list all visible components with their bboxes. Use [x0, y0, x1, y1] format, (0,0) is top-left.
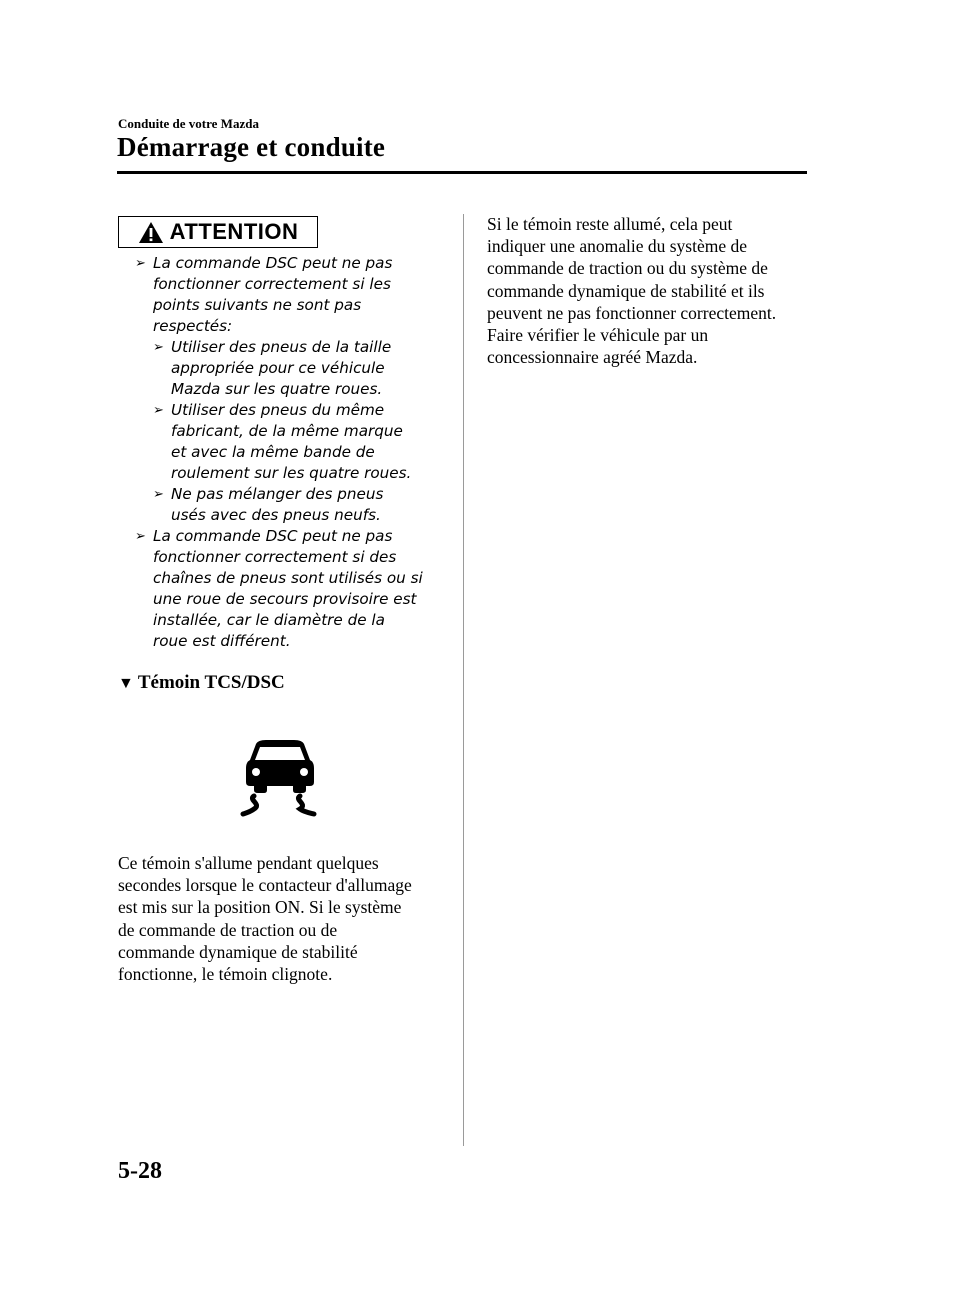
warning-icon — [138, 221, 164, 244]
left-text-line: secondes lorsque le contacteur d'allumage — [118, 875, 412, 896]
left-text-line: de commande de traction ou de — [118, 919, 338, 940]
arrow-bullet-icon: ➢ — [153, 340, 164, 355]
bullet-2-line: roue est différent. — [153, 632, 291, 650]
sub-bullet-3 — [153, 484, 455, 526]
left-body-text — [118, 852, 448, 985]
right-text-line: Si le témoin reste allumé, cela peut — [487, 214, 733, 234]
left-text-line: est mis sur la position ON. Si le système — [118, 897, 402, 918]
bullet-2-line: fonctionner correctement si des — [153, 548, 397, 566]
left-text-line: fonctionne, le témoin clignote. — [118, 964, 333, 985]
arrow-bullet-icon: ➢ — [153, 487, 164, 502]
right-text-line: indiquer une anomalie du système de — [487, 236, 747, 257]
page-number: 5-28 — [118, 1158, 162, 1184]
bullet-1-line: points suivants ne sont pas — [153, 296, 362, 314]
bullet-1-line: La commande DSC peut ne pas — [153, 254, 393, 272]
sub-1-line: Mazda sur les quatre roues. — [171, 380, 383, 398]
right-text-line: commande de traction ou du système de — [487, 258, 768, 279]
attention-bullet-1 — [135, 253, 455, 526]
column-divider — [463, 214, 464, 1146]
sub-1-line: Utiliser des pneus de la taille — [171, 338, 392, 356]
bullet-2-line: chaînes de pneus sont utilisés ou si — [153, 569, 423, 587]
header-section-label: Conduite de votre Mazda — [118, 116, 259, 131]
bullet-1-line: respectés: — [153, 317, 233, 335]
section-heading — [118, 672, 285, 694]
sub-2-line: et avec la même bande de — [171, 443, 375, 461]
header-divider — [117, 171, 807, 174]
sub-3-line: Ne pas mélanger des pneus — [171, 485, 384, 503]
attention-list — [135, 253, 455, 652]
section-heading-text: Témoin TCS/DSC — [137, 672, 285, 693]
sub-bullet-2 — [153, 400, 455, 484]
sub-list — [153, 337, 455, 526]
right-body-text — [487, 213, 817, 368]
bullet-2-line: une roue de secours provisoire est — [153, 590, 417, 608]
tcs-dsc-skid-car-icon — [240, 738, 320, 818]
sub-2-line: roulement sur les quatre roues. — [171, 464, 412, 482]
sub-bullet-1 — [153, 337, 455, 400]
right-text-line: commande dynamique de stabilité et ils — [487, 280, 765, 301]
bullet-2-line: La commande DSC peut ne pas — [153, 527, 393, 545]
sub-3-line: usés avec des pneus neufs. — [171, 506, 381, 524]
arrow-bullet-icon: ➢ — [135, 529, 146, 544]
left-text-line: Ce témoin s'allume pendant quelques — [118, 853, 379, 873]
heading-triangle-icon: ▼ — [118, 675, 134, 692]
sub-2-line: Utiliser des pneus du même — [171, 401, 385, 419]
attention-box — [118, 216, 318, 248]
right-text-line: concessionnaire agréé Mazda. — [487, 347, 698, 368]
attention-bullet-2 — [135, 526, 455, 652]
right-text-line: peuvent ne pas fonctionner correctement. — [487, 302, 777, 323]
bullet-1-line: fonctionner correctement si les — [153, 275, 391, 293]
right-text-line: Faire vérifier le véhicule par un — [487, 325, 709, 346]
attention-label: ATTENTION — [169, 219, 299, 244]
page-title: Démarrage et conduite — [117, 132, 386, 162]
left-text-line: commande dynamique de stabilité — [118, 941, 358, 962]
arrow-bullet-icon: ➢ — [135, 256, 146, 271]
arrow-bullet-icon: ➢ — [153, 403, 164, 418]
sub-2-line: fabricant, de la même marque — [171, 422, 403, 440]
bullet-2-line: installée, car le diamètre de la — [153, 611, 385, 629]
sub-1-line: appropriée pour ce véhicule — [171, 359, 385, 377]
